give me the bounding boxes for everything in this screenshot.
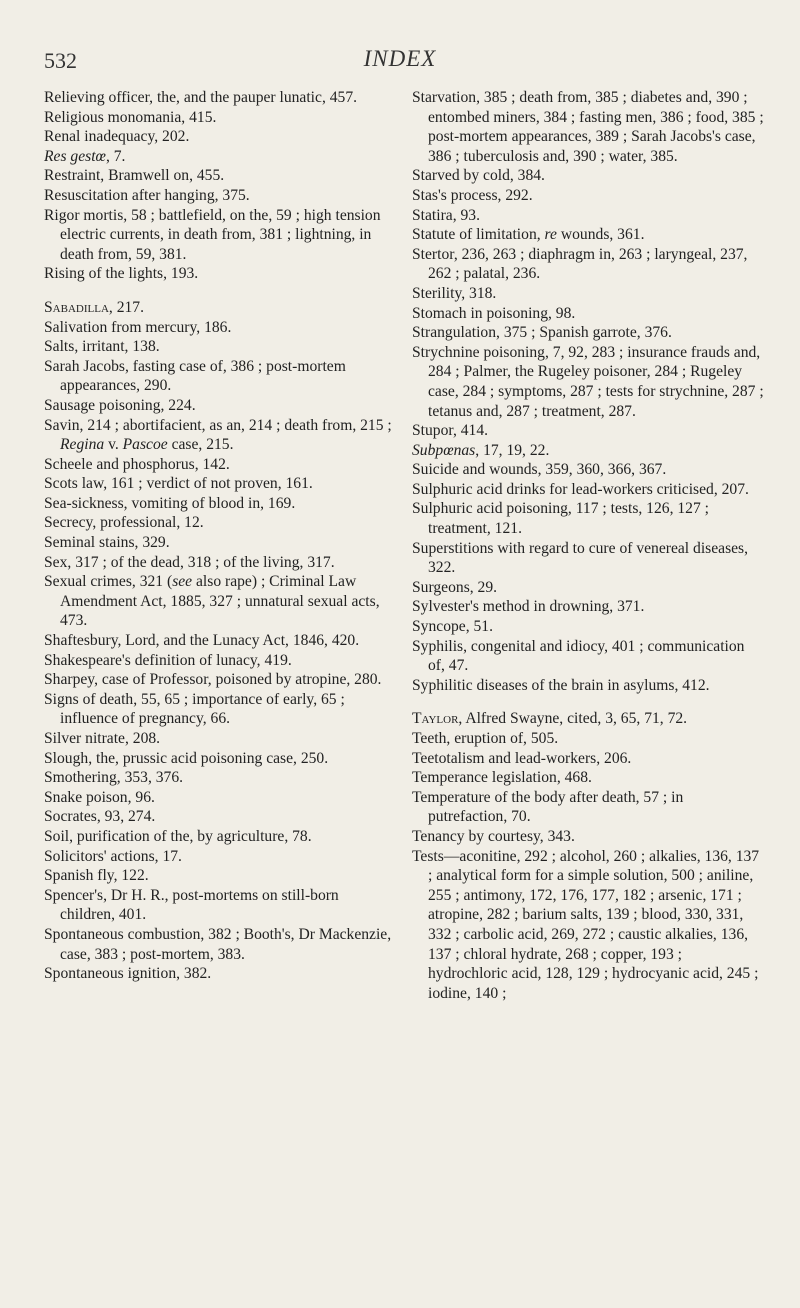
index-entry: Spontaneous ignition, 382. [44,965,212,983]
index-entry: Shakespeare's definition of lunacy, 419. [44,651,292,669]
index-entry: Socrates, 93, 274. [44,808,156,826]
index-entry: Stomach in poisoning, 98. [412,304,576,322]
index-entry: Syphilis, congenital and idiocy, 401 ; communication of, 47. [412,637,745,675]
index-entry: Signs of death, 55, 65 ; importance of early, 65 ; influence of pregnancy, 66. [44,690,345,728]
page-number: 532 [44,48,77,73]
index-entry: Stupor, 414. [412,422,489,440]
index-entry: Stas's process, 292. [412,186,533,204]
index-entry: Taylor, Alfred Swayne, cited, 3, 65, 71, 72. [412,710,688,728]
index-entry: Rising of the lights, 193. [44,265,199,283]
index-entry: Smothering, 353, 376. [44,769,184,787]
index-entry: Spanish fly, 122. [44,867,149,885]
index-entry: Sea-sickness, vomiting of blood in, 169. [44,494,296,512]
index-entry: Secrecy, professional, 12. [44,514,204,532]
index-entry: Statira, 93. [412,206,480,224]
index-entry: Sex, 317 ; of the dead, 318 ; of the living, 317. [44,553,335,571]
index-entry: Surgeons, 29. [412,578,498,596]
index-entry: Solicitors' actions, 17. [44,847,182,865]
index-entry: Relieving officer, the, and the pauper lunatic, 457. [44,89,358,106]
index-entry: Strychnine poisoning, 7, 92, 283 ; insurance frauds and, 284 ; Palmer, the Rugeley poisoner, 284 ; Rugeley case, 284 ; symptoms, 287 ; tests for strychnine, 287 ; tetanus and, 287 ; treatment, 287. [412,343,764,420]
index-entry: Sausage poisoning, 224. [44,396,196,414]
index-entry: Strangulation, 375 ; Spanish garrote, 376. [412,324,672,342]
index-entry: Religious monomania, 415. [44,108,217,126]
index-entry: Sterility, 318. [412,284,497,302]
index-entry: Syncope, 51. [412,618,493,636]
right-index-column [412,88,764,1003]
index-entry: Temperance legislation, 468. [412,769,592,787]
index-entry: Savin, 214 ; abortifacient, as an, 214 ; death from, 215 ; Regina v. Pascoe case, 215. [44,416,392,454]
index-entry: Snake poison, 96. [44,788,155,806]
index-entry: Scheele and phosphorus, 142. [44,455,230,473]
index-entry: Restraint, Bramwell on, 455. [44,167,225,185]
index-entry: Suicide and wounds, 359, 360, 366, 367. [412,461,667,479]
index-entry: Statute of limitation, re wounds, 361. [412,226,645,244]
index-entry: Seminal stains, 329. [44,534,170,552]
index-entry: Sharpey, case of Professor, poisoned by atropine, 280. [44,671,382,689]
index-entry: Teetotalism and lead-workers, 206. [412,749,632,767]
index-entry: Superstitions with regard to cure of venereal diseases, 322. [412,539,749,577]
index-entry: Sylvester's method in drowning, 371. [412,598,645,616]
running-head: INDEX [363,46,437,71]
index-entry: Scots law, 161 ; verdict of not proven, 161. [44,475,313,493]
index-entry: Sabadilla, 217. [44,298,144,316]
index-entry: Salts, irritant, 138. [44,338,160,356]
index-entry: Temperature of the body after death, 57 ; in putrefaction, 70. [412,788,684,826]
index-entry: Silver nitrate, 208. [44,730,161,747]
index-entry: Res gestœ, 7. [44,147,126,165]
index-entry: Rigor mortis, 58 ; battlefield, on the, 59 ; high tension electric currents, in death from, 381 ; lightning, in death from, 59, 381. [44,206,381,263]
index-entry: Sulphuric acid drinks for lead-workers criticised, 207. [412,480,749,498]
index-entry: Syphilitic diseases of the brain in asylums, 412. [412,676,710,694]
index-entry: Spontaneous combustion, 382 ; Booth's, Dr Mackenzie, case, 383 ; post-mortem, 383. [44,925,392,963]
index-entry: Shaftesbury, Lord, and the Lunacy Act, 1846, 420. [44,632,360,650]
index-entry: Subpœnas, 17, 19, 22. [412,441,550,459]
index-entry: Sarah Jacobs, fasting case of, 386 ; post-mortem appearances, 290. [44,357,346,395]
index-entry: Spencer's, Dr H. R., post-mortems on still-born children, 401. [44,886,339,924]
left-index-column [44,88,394,984]
index-entry: Slough, the, prussic acid poisoning case, 250. [44,749,329,767]
index-entry: Teeth, eruption of, 505. [412,730,559,747]
index-entry: Starved by cold, 384. [412,167,545,185]
index-entry: Stertor, 236, 263 ; diaphragm in, 263 ; laryngeal, 237, 262 ; palatal, 236. [412,245,748,283]
index-entry: Starvation, 385 ; death from, 385 ; diabetes and, 390 ; entombed miners, 384 ; fasting men, 386 ; food, 385 ; post-mortem appearances, 389 ; Sarah Jacobs's case, 386 ; tuberculosis and, 390 ; water, 385. [412,89,764,165]
index-entry: Tenancy by courtesy, 343. [412,827,575,845]
index-entry: Soil, purification of the, by agriculture, 78. [44,827,312,845]
index-entry: Sexual crimes, 321 (see also rape) ; Criminal Law Amendment Act, 1885, 327 ; unnatural sexual acts, 473. [44,573,380,630]
index-entry: Tests—aconitine, 292 ; alcohol, 260 ; alkalies, 136, 137 ; analytical form for a simple solution, 500 ; aniline, 255 ; antimony, 172, 176, 177, 182 ; arsenic, 171 ; atropine, 282 ; barium salts, 139 ; blood, 330, 331, 332 ; carbolic acid, 269, 272 ; caustic alkalies, 136, 137 ; chloral hydrate, 268 ; copper, 193 ; hydrochloric acid, 128, 129 ; hydrocyanic acid, 245 ; iodine, 140 ; [412,847,760,1002]
index-entry: Sulphuric acid poisoning, 117 ; tests, 126, 127 ; treatment, 121. [412,500,709,538]
index-entry: Resuscitation after hanging, 375. [44,186,250,204]
index-entry: Salivation from mercury, 186. [44,318,232,336]
index-entry: Renal inadequacy, 202. [44,128,190,146]
